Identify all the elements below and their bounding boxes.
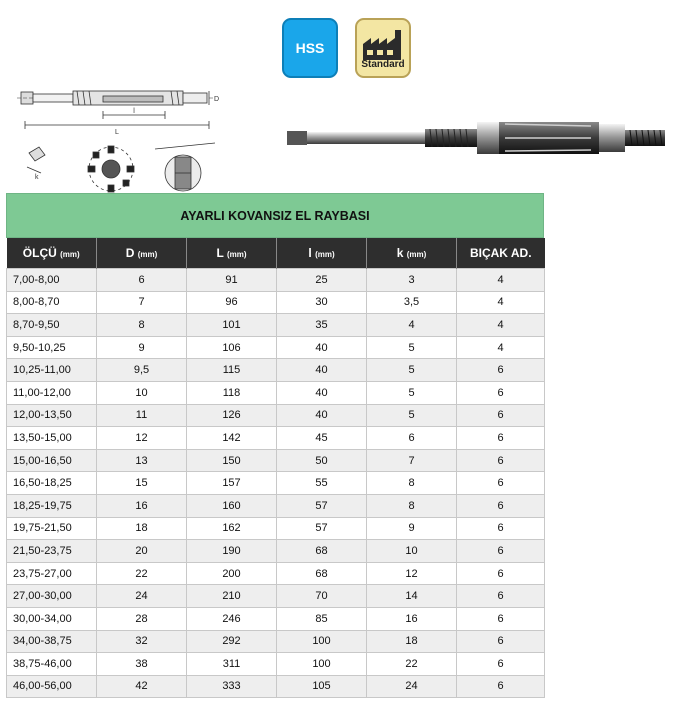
table-cell: 13 <box>97 449 187 472</box>
table-cell: 18,25-19,75 <box>7 494 97 517</box>
table-cell: 106 <box>187 336 277 359</box>
table-cell: 246 <box>187 607 277 630</box>
table-cell: 40 <box>277 381 367 404</box>
table-cell: 16 <box>367 607 457 630</box>
table-row <box>7 381 545 404</box>
table-cell: 42 <box>97 675 187 698</box>
table-cell: 34,00-38,75 <box>7 630 97 653</box>
table-cell: 15,00-16,50 <box>7 449 97 472</box>
reamer-photo <box>285 112 670 162</box>
table-cell: 57 <box>277 517 367 540</box>
table-cell: 5 <box>367 359 457 382</box>
table-cell: 22 <box>97 562 187 585</box>
hss-label: HSS <box>295 40 325 56</box>
table-cell: 70 <box>277 585 367 608</box>
table-cell: 11,00-12,00 <box>7 381 97 404</box>
table-cell: 11 <box>97 404 187 427</box>
table-cell: 6 <box>457 630 545 653</box>
dim-k-label: k <box>35 174 39 181</box>
table-cell: 9 <box>97 336 187 359</box>
table-row <box>7 472 545 495</box>
table-cell: 6 <box>457 607 545 630</box>
table-row <box>7 404 545 427</box>
table-cell: 15 <box>97 472 187 495</box>
table-row <box>7 517 545 540</box>
table-cell: 105 <box>277 675 367 698</box>
table-cell: 142 <box>187 427 277 450</box>
table-cell: 10 <box>367 540 457 563</box>
table-cell: 30,00-34,00 <box>7 607 97 630</box>
table-cell: 6 <box>457 472 545 495</box>
table-cell: 6 <box>457 540 545 563</box>
table-cell: 150 <box>187 449 277 472</box>
table-cell: 9,5 <box>97 359 187 382</box>
table-title: AYARLI KOVANSIZ EL RAYBASI <box>6 193 544 238</box>
table-cell: 333 <box>187 675 277 698</box>
table-cell: 7 <box>97 291 187 314</box>
table-cell: 9,50-10,25 <box>7 336 97 359</box>
table-row <box>7 449 545 472</box>
table-cell: 18 <box>97 517 187 540</box>
col-header-olcu: ÖLÇÜ (mm) <box>7 238 97 269</box>
table-cell: 68 <box>277 562 367 585</box>
table-cell: 311 <box>187 653 277 676</box>
table-row <box>7 269 545 292</box>
table-cell: 6 <box>367 427 457 450</box>
table-cell: 38,75-46,00 <box>7 653 97 676</box>
table-cell: 4 <box>457 291 545 314</box>
table-cell: 35 <box>277 314 367 337</box>
table-cell: 6 <box>457 359 545 382</box>
table-cell: 210 <box>187 585 277 608</box>
table-row <box>7 562 545 585</box>
table-cell: 200 <box>187 562 277 585</box>
table-cell: 85 <box>277 607 367 630</box>
table-cell: 3,5 <box>367 291 457 314</box>
table-cell: 9 <box>367 517 457 540</box>
table-cell: 100 <box>277 630 367 653</box>
factory-icon <box>357 24 409 64</box>
table-cell: 19,75-21,50 <box>7 517 97 540</box>
table-cell: 4 <box>457 269 545 292</box>
cross-section-view <box>88 146 134 192</box>
table-row <box>7 540 545 563</box>
table-row <box>7 291 545 314</box>
square-end-detail <box>27 147 45 173</box>
table-cell: 8 <box>97 314 187 337</box>
table-cell: 6 <box>457 404 545 427</box>
table-cell: 13,50-15,00 <box>7 427 97 450</box>
table-cell: 5 <box>367 404 457 427</box>
table-row <box>7 675 545 698</box>
table-cell: 126 <box>187 404 277 427</box>
table-cell: 21,50-23,75 <box>7 540 97 563</box>
shank-section-view <box>155 143 215 191</box>
table-cell: 32 <box>97 630 187 653</box>
table-cell: 6 <box>457 653 545 676</box>
table-cell: 6 <box>457 449 545 472</box>
table-cell: 24 <box>367 675 457 698</box>
table-cell: 16,50-18,25 <box>7 472 97 495</box>
reamer-spec-table <box>6 193 544 698</box>
table-cell: 6 <box>457 562 545 585</box>
table-cell: 91 <box>187 269 277 292</box>
table-cell: 100 <box>277 653 367 676</box>
table-cell: 8,00-8,70 <box>7 291 97 314</box>
table-cell: 3 <box>367 269 457 292</box>
table-cell: 38 <box>97 653 187 676</box>
table-cell: 10 <box>97 381 187 404</box>
table-row <box>7 653 545 676</box>
technical-drawing <box>15 87 220 197</box>
table-cell: 23,75-27,00 <box>7 562 97 585</box>
dim-D-label: D <box>214 96 220 103</box>
col-header-D: D (mm) <box>97 238 187 269</box>
table-cell: 57 <box>277 494 367 517</box>
table-cell: 24 <box>97 585 187 608</box>
col-header-k: k (mm) <box>367 238 457 269</box>
table-cell: 8 <box>367 494 457 517</box>
table-cell: 162 <box>187 517 277 540</box>
table-cell: 30 <box>277 291 367 314</box>
table-cell: 8 <box>367 472 457 495</box>
table-cell: 6 <box>97 269 187 292</box>
table-row <box>7 336 545 359</box>
table-header-row <box>7 238 545 269</box>
dim-L-label: L <box>115 129 119 136</box>
table-cell: 115 <box>187 359 277 382</box>
table-cell: 6 <box>457 427 545 450</box>
table-cell: 40 <box>277 336 367 359</box>
table-cell: 40 <box>277 404 367 427</box>
table-cell: 22 <box>367 653 457 676</box>
table-cell: 8,70-9,50 <box>7 314 97 337</box>
table-cell: 45 <box>277 427 367 450</box>
table-row <box>7 494 545 517</box>
table-cell: 101 <box>187 314 277 337</box>
table-cell: 55 <box>277 472 367 495</box>
table-cell: 6 <box>457 494 545 517</box>
table-cell: 6 <box>457 517 545 540</box>
table-cell: 5 <box>367 336 457 359</box>
standard-badge <box>355 18 411 78</box>
table-cell: 7 <box>367 449 457 472</box>
table-row <box>7 359 545 382</box>
table-body <box>7 269 545 698</box>
table-cell: 6 <box>457 675 545 698</box>
reamer-side-view <box>17 91 215 129</box>
table-row <box>7 314 545 337</box>
table-cell: 4 <box>457 336 545 359</box>
table-cell: 4 <box>457 314 545 337</box>
table-row <box>7 427 545 450</box>
table-cell: 10,25-11,00 <box>7 359 97 382</box>
table-cell: 40 <box>277 359 367 382</box>
dim-l-label: l <box>133 108 135 115</box>
standard-label: Standard <box>361 59 405 70</box>
table-cell: 12 <box>97 427 187 450</box>
table-cell: 16 <box>97 494 187 517</box>
table-cell: 68 <box>277 540 367 563</box>
table-cell: 96 <box>187 291 277 314</box>
table-cell: 6 <box>457 585 545 608</box>
table-cell: 27,00-30,00 <box>7 585 97 608</box>
hss-badge <box>282 18 338 78</box>
table-cell: 5 <box>367 381 457 404</box>
table-cell: 18 <box>367 630 457 653</box>
table-cell: 50 <box>277 449 367 472</box>
table-cell: 12 <box>367 562 457 585</box>
table-cell: 12,00-13,50 <box>7 404 97 427</box>
col-header-l: l (mm) <box>277 238 367 269</box>
table-cell: 28 <box>97 607 187 630</box>
table-cell: 292 <box>187 630 277 653</box>
table-cell: 157 <box>187 472 277 495</box>
table-cell: 118 <box>187 381 277 404</box>
table-cell: 4 <box>367 314 457 337</box>
col-header-bicak-ad: BIÇAK AD. <box>457 238 545 269</box>
table-row <box>7 585 545 608</box>
table-cell: 160 <box>187 494 277 517</box>
table-row <box>7 630 545 653</box>
table-cell: 20 <box>97 540 187 563</box>
table-cell: 190 <box>187 540 277 563</box>
table-cell: 46,00-56,00 <box>7 675 97 698</box>
table-cell: 7,00-8,00 <box>7 269 97 292</box>
table-row <box>7 607 545 630</box>
col-header-L: L (mm) <box>187 238 277 269</box>
table-cell: 25 <box>277 269 367 292</box>
table-cell: 14 <box>367 585 457 608</box>
table-cell: 6 <box>457 381 545 404</box>
